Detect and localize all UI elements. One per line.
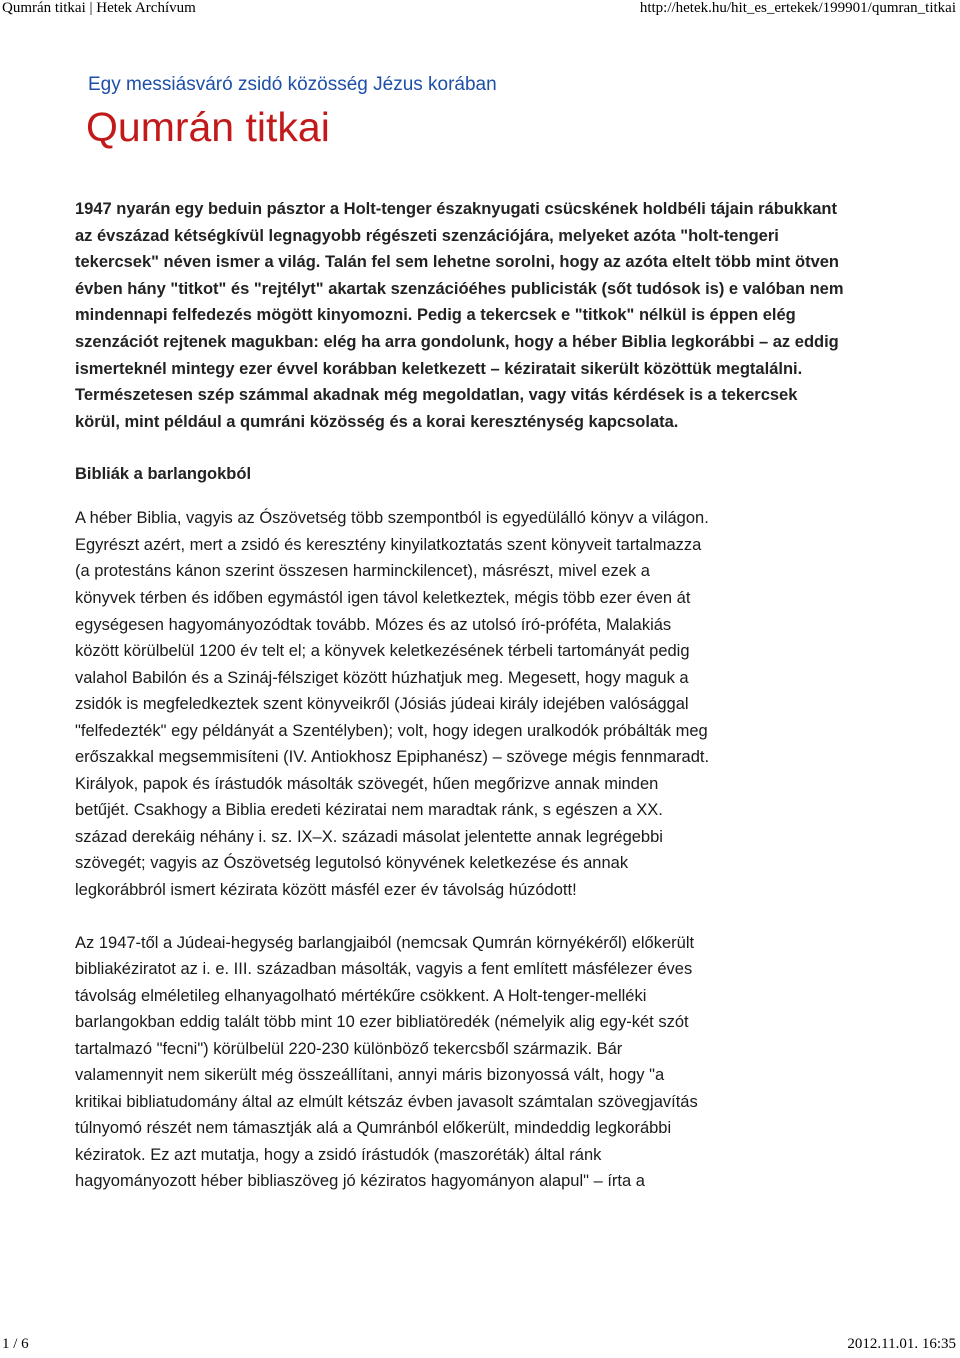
article-lead: 1947 nyarán egy beduin pásztor a Holt-tenger északnyugati csücskének holdbéli tájain rábukkant az évszázad kétségkívül legnagyobb régészeti szenzációjára, melyeket azóta "holt-tengeri tekercsek" néven ismer a világ. Talán fel sem lehetne sorolni, hogy az azóta eltelt több mint ötven évben hány "titkot" és "rejtélyt" akartak szenzációéhes publicisták (sőt tudósok is) e valóban nem mindennapi felfedezés mögött kinyomozni. Pedig a tekercsek e "titkok" nélkül is éppen elég szenzációt rejtenek magukban: elég ha arra gondolunk, hogy a héber Biblia legkorábbi – az eddig ismerteknél mintegy ezer évvel korábban keletkezett – kéziratait sikerült közöttük megtalálni. Természetesen szép számmal akadnak még megoldatlan, vagy vitás kérdések is a tekercsek körül, mint például a qumráni közösség és a korai kereszténység kapcsolata.: [75, 200, 844, 431]
body-paragraph: Az 1947-től a Júdeai-hegység barlangjaiból (nemcsak Qumrán környékéről) előkerült bibliakéziratot az i. e. III. században másolták, vagyis a fent említett másfélezer éves távolság elméletileg elhanyagolható mértékűre csökkent. A Holt-tenger-melléki barlangokban eddig talált több mint 10 ezer bibliatöredék (némelyik alig egy-két szót tartalmazó "fecni") körülbelül 220-230 különböző tekercsből származik. Bár valamennyit nem sikerült még összeállítani, annyi máris bizonyossá vált, hogy "a kritikai bibliatudomány által az elmúlt kétszáz évben javasolt számtalan szövegjavítás túlnyomó részét nem támasztják alá a Qumránból előkerült, mindeddig legkorábbi kéziratok. Ez azt mutatja, hogy a zsidó írástudók (maszoréták) által ránk hagyományozott héber bibliaszöveg jó kéziratos hagyományon alapul" – írta a: [75, 933, 698, 1191]
print-timestamp: 2012.11.01. 16:35: [847, 1336, 956, 1352]
page-number: 1 / 6: [2, 1336, 29, 1352]
print-page-title: Qumrán titkai | Hetek Archívum: [2, 0, 196, 16]
print-header: [0, 0, 960, 22]
article-title: Qumrán titkai: [86, 104, 330, 150]
section-heading: Bibliák a barlangokból: [75, 465, 252, 484]
body-paragraph: A héber Biblia, vagyis az Ószövetség több szempontból is egyedülálló könyv a világon. Egyrészt azért, mert a zsidó és keresztény kinyilatkoztatás szent könyveit tartalmazza (a protestáns kánon szerint összesen harminckilencet), másrészt, mivel ezek a könyvek térben és időben egymástól igen távol keletkeztek, mégis több ezer éven át egységesen hagyományozódtak tovább. Mózes és az utolsó író-próféta, Malakiás között körülbelül 1200 év telt el; a könyvek keletkezésének térbeli tartományát pedig valahol Babilón és a Szináj-félsziget között húzhatjuk meg. Megesett, hogy maguk a zsidók is megfeledkeztek szent könyveikről (Jósiás júdeai király idejében valósággal "felfedezték" egy példányát a Szentélyben); volt, hogy idegen uralkodók próbálták meg erőszakkal megsemmisíteni (IV. Antiokhosz Epiphanész) – szövege mégis fennmaradt. Királyok, papok és írástudók másolták szövegét, hűen megőrizve annak minden betűjét. Csakhogy a Biblia eredeti kéziratai nem maradtak ránk, s egészen a XX. század derekáig néhány i. sz. IX–X. századi másolat jelentette annak legrégebbi szövegét; vagyis az Ószövetség legutolsó könyvének keletkezése és annak legkorábbról ismert kézirata között másfél ezer év távolság húzódott!: [75, 509, 710, 899]
print-url: http://hetek.hu/hit_es_ertekek/199901/qumran_titkai: [639, 0, 956, 16]
article-kicker: Egy messiásváró zsidó közösség Jézus korában: [88, 74, 497, 95]
print-footer: [0, 1336, 960, 1358]
article-body: [75, 196, 845, 1195]
